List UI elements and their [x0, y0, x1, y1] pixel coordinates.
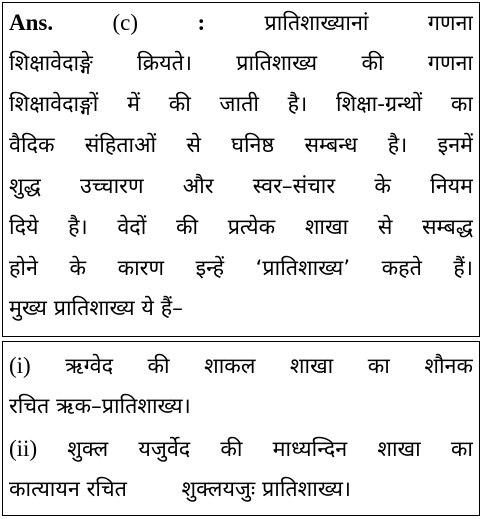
answer-line-2: शिक्षावेदाङ्गे क्रियते। प्रातिशाख्य की गणना [9, 51, 473, 76]
answer-line-6: दिये है। वेदों की प्रत्येक शाखा से सम्बद्ध [9, 215, 473, 240]
answer-line-5: शुद्ध उच्चारण और स्वर–संचार के नियम [9, 174, 473, 199]
answer-label: Ans. [9, 10, 54, 35]
list-item-1-line-2: रचित ऋक–प्रातिशाख्य। [9, 394, 191, 419]
list-item-2-line-1 [9, 435, 473, 464]
list-item-2-line-2: कात्यायन रचित शुक्लयजुः प्रातिशाख्य। [9, 477, 352, 502]
answer-line-3: शिक्षावेदाङ्गों में की जाती है। शिक्षा-ग्रन्थों का [9, 92, 473, 117]
answer-line-8: मुख्य प्रातिशाख्य ये हैं– [9, 296, 183, 321]
list-item-1-line-1 [9, 352, 473, 381]
answer-option: (c) [112, 10, 139, 35]
answer-heading-line [9, 9, 473, 38]
answer-box [2, 2, 480, 337]
list-box [2, 341, 480, 516]
answer-line-4: वैदिक संहिताओं से घनिष्ठ सम्बन्ध है। इनमें [9, 133, 473, 158]
list-item-1-text: ऋग्वेद की शाकल शाखा का शौनक [65, 354, 473, 379]
answer-line-1: प्रातिशाख्यानां गणना [264, 11, 473, 36]
list-item-2-text: शुक्ल यजुर्वेद की माध्यन्दिन शाखा का [67, 437, 473, 462]
answer-line-7: होने के कारण इन्हें ‘प्रातिशाख्य’ कहते हैं। [9, 256, 473, 281]
answer-colon: : [197, 10, 206, 35]
list-item-1-marker: (i) [9, 353, 31, 378]
list-item-2-marker: (ii) [9, 436, 38, 461]
